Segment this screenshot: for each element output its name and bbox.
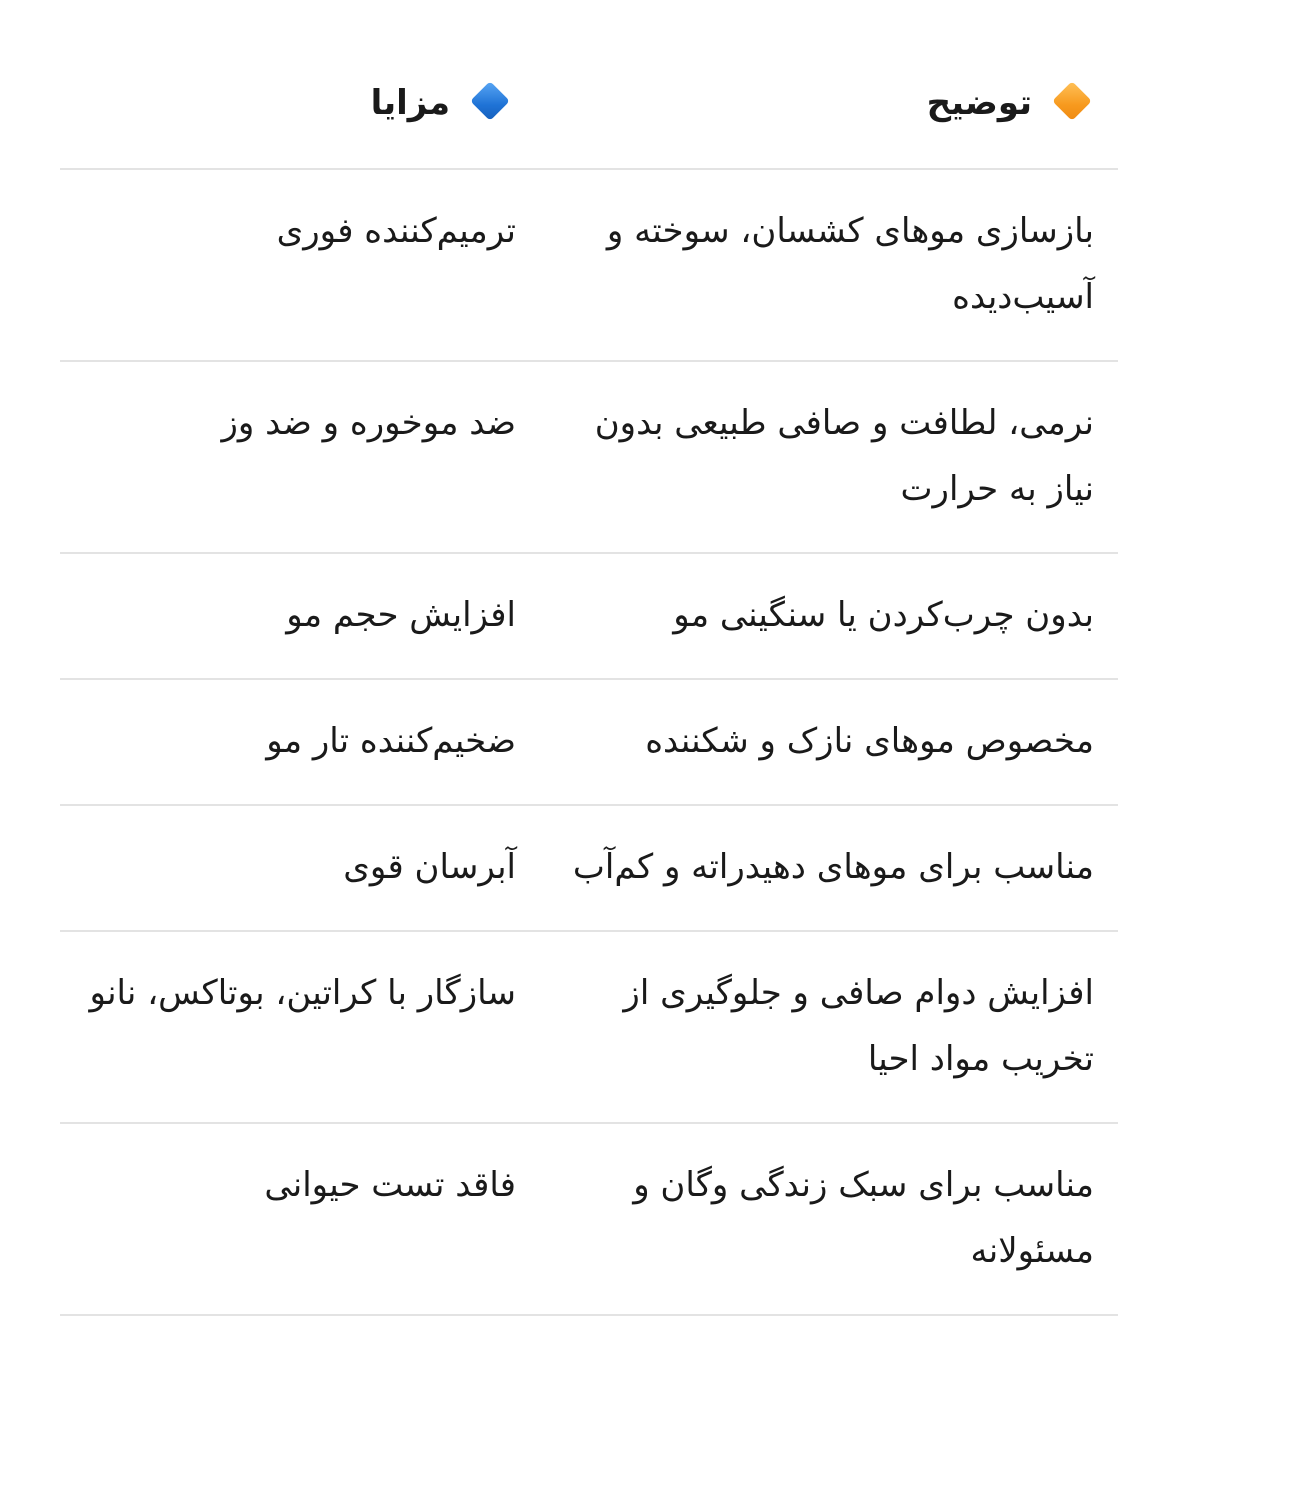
row-description: مناسب برای موهای دهیدراته و کم‌آب	[544, 805, 1118, 931]
table-row	[60, 805, 1118, 931]
features-table	[60, 38, 1118, 1316]
header-advantages-label: مزایا	[370, 83, 450, 123]
row-description: بازسازی موهای کشسان، سوخته و آسیب‌دیده	[544, 169, 1118, 361]
table-header-row	[60, 38, 1118, 169]
row-description: بدون چرب‌کردن یا سنگینی مو	[544, 553, 1118, 679]
row-advantage: ضخیم‌کننده تار مو	[60, 679, 544, 805]
orange-diamond-icon	[1052, 81, 1092, 121]
row-advantage: فاقد تست حیوانی	[60, 1123, 544, 1315]
table-row	[60, 361, 1118, 553]
row-description: نرمی، لطافت و صافی طبیعی بدون نیاز به حرارت	[544, 361, 1118, 553]
row-advantage: ضد موخوره و ضد وز	[60, 361, 544, 553]
blue-diamond-icon	[470, 81, 510, 121]
table-row	[60, 679, 1118, 805]
row-advantage: سازگار با کراتین، بوتاکس، نانو	[60, 931, 544, 1123]
row-advantage: آبرسان قوی	[60, 805, 544, 931]
features-table-container	[60, 38, 1118, 1316]
row-description: مخصوص موهای نازک و شکننده	[544, 679, 1118, 805]
header-description-label: توضیح	[926, 83, 1032, 123]
table-row	[60, 931, 1118, 1123]
table-row	[60, 1123, 1118, 1315]
row-advantage: ترمیم‌کننده فوری	[60, 169, 544, 361]
header-description	[544, 38, 1118, 169]
table-row	[60, 553, 1118, 679]
row-description: افزایش دوام صافی و جلوگیری از تخریب مواد احیا	[544, 931, 1118, 1123]
row-description: مناسب برای سبک زندگی وگان و مسئولانه	[544, 1123, 1118, 1315]
table-row	[60, 169, 1118, 361]
row-advantage: افزایش حجم مو	[60, 553, 544, 679]
header-advantages	[60, 38, 544, 169]
